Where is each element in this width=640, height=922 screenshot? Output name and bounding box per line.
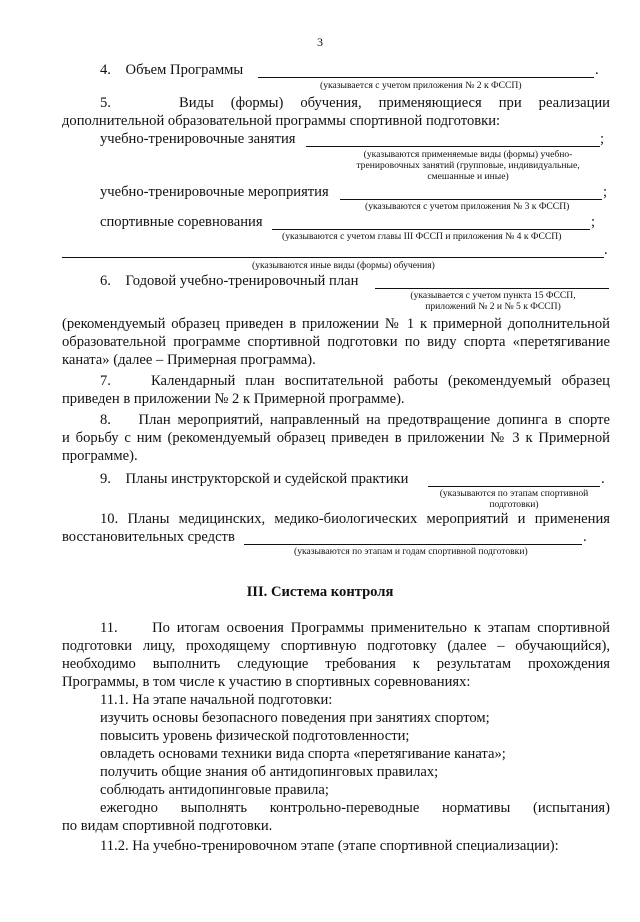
item8-line-1: 8. План мероприятий, направленный на предотвращение допинга в спорте — [100, 412, 610, 428]
training-events-end: ; — [603, 184, 608, 200]
item10-end: . — [583, 529, 587, 545]
item5-line1: 5. Виды (формы) обучения, применяющиеся при реализации — [100, 95, 610, 111]
training-sessions-label: учебно-тренировочные занятия — [100, 131, 296, 147]
training-sessions-end: ; — [600, 131, 605, 147]
subsection-11-2-title: 11.2. На учебно-тренировочном этапе (этапе спортивной специализации): — [100, 838, 559, 854]
requirement-item: получить общие знания об антидопинговых правилах; — [100, 764, 439, 780]
item6-note-2: приложений № 2 и № 5 к ФССП) — [425, 301, 561, 312]
item4-blank-line — [258, 77, 594, 78]
other-forms-end: . — [604, 242, 608, 258]
section-title: III. Система контроля — [246, 584, 394, 600]
item10-line-2: восстановительных средств — [62, 529, 235, 545]
competitions-note: (указываются с учетом главы III ФССП и приложения № 4 к ФССП) — [282, 231, 562, 242]
other-forms-note: (указываются иные виды (формы) обучения) — [252, 260, 435, 271]
item9-text: 9. Планы инструкторской и судейской практики — [100, 471, 409, 487]
item8-line-3: программе). — [62, 448, 138, 464]
item4-end: . — [595, 62, 599, 78]
training-events-note: (указываются с учетом приложения № 3 к ФССП) — [365, 201, 570, 212]
other-forms-blank-line — [62, 257, 604, 258]
item9-blank-line — [428, 486, 600, 487]
item4-note: (указывается с учетом приложения № 2 к ФССП) — [320, 80, 522, 91]
item6-line-3: каната» (далее – Примерная программа). — [62, 352, 316, 368]
competitions-label: спортивные соревнования — [100, 214, 263, 230]
item11-line-1: 11. По итогам освоения Программы применительно к этапам спортивной — [100, 620, 610, 636]
item5-line2: дополнительной образовательной программы спортивной подготовки: — [62, 113, 501, 129]
item11-line-2: подготовки лицу, проходящему спортивную подготовку (далее – обучающийся), — [62, 638, 610, 654]
requirement-item: изучить основы безопасного поведения при занятиях спортом; — [100, 710, 490, 726]
training-events-blank-line — [340, 199, 602, 200]
subsection-11-1-title: 11.1. На этапе начальной подготовки: — [100, 692, 333, 708]
item6-note-1: (указывается с учетом пункта 15 ФССП, — [410, 290, 576, 301]
competitions-blank-line — [272, 229, 590, 230]
item8-line-2: и борьбу с ним (рекомендуемый образец приведен в приложении № 3 к Примерной — [62, 430, 610, 446]
requirement-item: соблюдать антидопинговые правила; — [100, 782, 329, 798]
competitions-end: ; — [591, 214, 596, 230]
requirement-item-last-line-2: по видам спортивной подготовки. — [62, 818, 273, 834]
item10-blank-line — [244, 544, 582, 545]
page-number: 3 — [317, 35, 323, 49]
item10-line-1: 10. Планы медицинских, медико-биологических мероприятий и применения — [100, 511, 610, 527]
item10-note: (указываются по этапам и годам спортивной подготовки) — [294, 546, 528, 557]
item11-line-4: Программы, в том числе к участию в спортивных соревнованиях: — [62, 674, 471, 690]
requirement-item-last-line-1: ежегодно выполнять контрольно-переводные нормативы (испытания) — [100, 800, 610, 816]
training-sessions-note-1: (указываются применяемые виды (формы) учебно- — [363, 149, 573, 160]
training-sessions-note-3: смешанные и иные) — [427, 171, 509, 182]
item4-text: 4. Объем Программы — [100, 62, 244, 78]
training-sessions-note-2: тренировочных занятий (групповые, индивидуальные, — [356, 160, 580, 171]
requirement-item: овладеть основами техники вида спорта «перетягивание каната»; — [100, 746, 506, 762]
item7-line-2: приведен в приложении № 2 к Примерной программе). — [62, 391, 405, 407]
item9-note-2: подготовки) — [489, 499, 539, 510]
training-sessions-blank-line — [306, 146, 600, 147]
item6-blank-line — [375, 288, 609, 289]
item6-text: 6. Годовой учебно-тренировочный план — [100, 273, 359, 289]
item6-line-1: (рекомендуемый образец приведен в приложении № 1 к примерной дополнительной — [62, 316, 610, 332]
item6-line-2: образовательной программе спортивной подготовки по виду спорта «перетягивание — [62, 334, 610, 350]
item9-end: . — [601, 471, 605, 487]
requirement-item: повысить уровень физической подготовленности; — [100, 728, 410, 744]
training-events-label: учебно-тренировочные мероприятия — [100, 184, 329, 200]
item9-note-1: (указываются по этапам спортивной — [439, 488, 589, 499]
item7-line-1: 7. Календарный план воспитательной работы (рекомендуемый образец — [100, 373, 610, 389]
item11-line-3: необходимо выполнить следующие требования к результатам прохождения — [62, 656, 610, 672]
